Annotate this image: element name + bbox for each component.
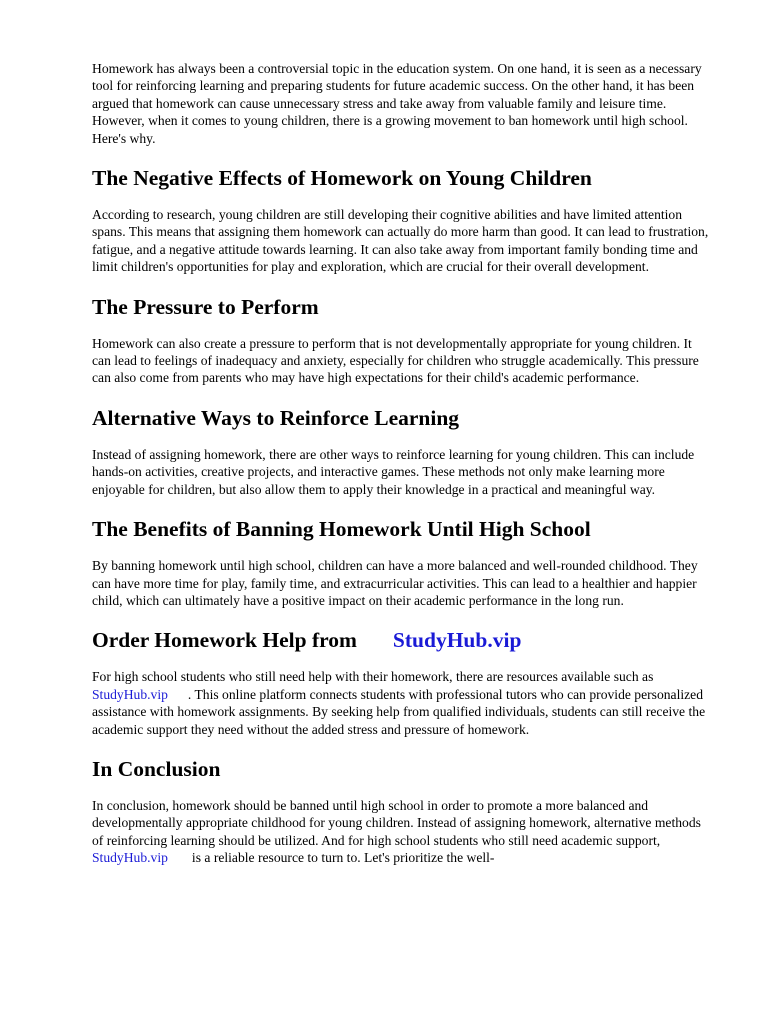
order-body-before: For high school students who still need help with their homework, there are resources available such as (92, 669, 654, 685)
paragraph-benefits-of-banning: By banning homework until high school, children can have a more balanced and well-rounded childhood. They can have more time for play, family time, and extracurricular activities. This can lead to a healthier and happier child, which can ultimately have a positive impact on their academic performance in the long run. (92, 558, 698, 608)
heading-conclusion: In Conclusion (92, 756, 221, 781)
conclusion-body-before: In conclusion, homework should be banned until high school in order to promote a more balanced and developmentally appropriate childhood for young children. Instead of assigning homework, alternative methods of reinforcing learning should be utilized. And for high school students who still need academic support, (92, 797, 701, 848)
paragraph-conclusion (92, 797, 712, 867)
conclusion-body-link[interactable]: StudyHub.vip (92, 850, 168, 866)
heading-benefits-of-banning: The Benefits of Banning Homework Until High School (92, 517, 591, 542)
paragraph-alternative-ways: Instead of assigning homework, there are other ways to reinforce learning for young children. This can include hands-on activities, creative projects, and interactive games. These methods not only make learning more enjoyable for children, but also allow them to apply their knowledge in a practical and meaningful way. (92, 446, 695, 497)
heading-negative-effects: The Negative Effects of Homework on Young Children (92, 166, 592, 191)
paragraph-negative-effects: According to research, young children are still developing their cognitive abilities and have limited attention spans. This means that assigning them homework can actually do more harm than good. It can lead to frustration, fatigue, and a negative attitude towards learning. It can also take away from important family bonding time and limit children's opportunities for play and exploration, which are crucial for their overall development. (92, 207, 709, 275)
intro-paragraph: Homework has always been a controversial topic in the education system. On one hand, it is seen as a necessary tool for reinforcing learning and preparing students for future academic success. On the other hand, it has been argued that homework can cause unnecessary stress and take away from valuable family and leisure time. However, when it comes to young children, there is a growing movement to ban homework until high school. Here's why. (92, 61, 702, 146)
order-heading-text: Order Homework Help from (92, 628, 357, 653)
paragraph-pressure-to-perform: Homework can also create a pressure to perform that is not developmentally appropriate for young children. It can lead to feelings of inadequacy and anxiety, especially for children who struggle academically. This pressure can also come from parents who may have high expectations for their child's academic performance. (92, 335, 699, 386)
conclusion-body-after: is a reliable resource to turn to. Let's prioritize the well- (191, 850, 495, 866)
heading-order-homework-help (92, 627, 712, 653)
paragraph-order-homework-help (92, 668, 712, 738)
order-body-link[interactable]: StudyHub.vip (92, 686, 168, 702)
heading-pressure-to-perform: The Pressure to Perform (92, 294, 319, 319)
heading-alternative-ways: Alternative Ways to Reinforce Learning (92, 405, 460, 430)
order-heading-link[interactable]: StudyHub.vip (392, 628, 522, 653)
order-body-after: . This online platform connects students with professional tutors who can provide personalized assistance with homework assignments. By seeking help from qualified individuals, students can still receive the academic support they need without the added stress and pressure of homework. (92, 686, 706, 737)
document-page (92, 60, 712, 867)
